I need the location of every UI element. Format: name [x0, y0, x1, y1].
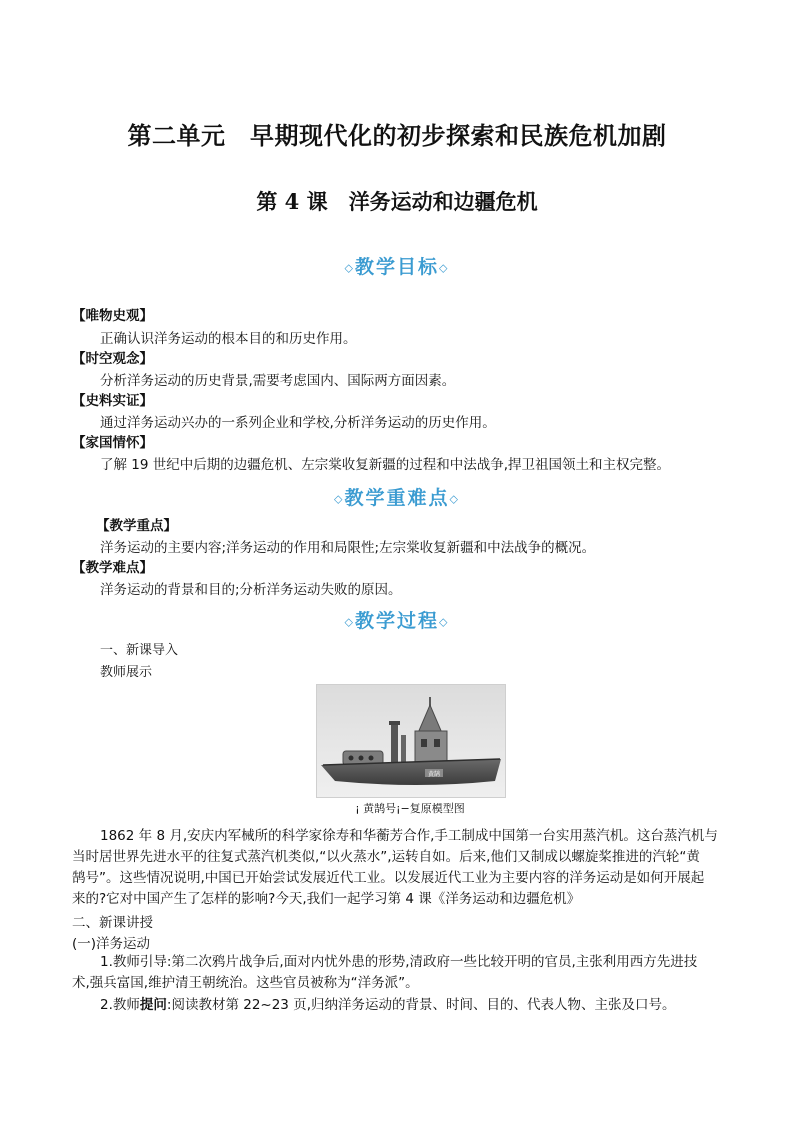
- diamond-icon: ◇: [439, 261, 450, 275]
- intro-line: 1862 年 8 月,安庆内军械所的科学家徐寿和华蘅芳合作,手工制成中国第一台实用蒸汽机。这台蒸汽机与: [100, 828, 718, 844]
- intro-line: 当时居世界先进水平的往复式蒸汽机类似,“以火蒸水”,运转自如。后来,他们又制成以螺旋桨推进的汽轮“黄: [72, 849, 700, 865]
- subsection-heading: (一)洋务运动: [72, 936, 151, 952]
- item-text: :阅读教材第 22~23 页,归纳洋务运动的背景、时间、目的、代表人物、主张及口号。: [166, 997, 676, 1013]
- objective-text: 正确认识洋务运动的根本目的和历史作用。: [100, 331, 357, 347]
- keypoint-tag: 【教学重点】: [96, 518, 177, 534]
- lesson-title: 第 4 课 洋务运动和边疆危机: [256, 189, 538, 214]
- intro-line: 来的?它对中国产生了怎样的影响?今天,我们一起学习第 4 课《洋务运动和边疆危机》: [72, 891, 581, 907]
- intro-paragraph: [72, 826, 732, 910]
- section-heading-objectives: ◇教学目标◇: [344, 256, 450, 278]
- item-prefix: 2.教师: [100, 997, 140, 1013]
- teacher-show-label: 教师展示: [100, 665, 153, 680]
- ship-name-plate: 黄鹄: [427, 771, 441, 778]
- image-caption: ¡ 黄鹄号¡−复原模型图: [355, 802, 465, 815]
- diamond-icon: ◇: [344, 261, 355, 275]
- teaching-item-2: [100, 995, 675, 1016]
- step-heading: 二、新课讲授: [72, 915, 153, 931]
- item-line: 术,强兵富国,维护清王朝统治。这些官员被称为“洋务派”。: [72, 975, 419, 991]
- diamond-icon: ◇: [334, 492, 345, 506]
- objective-tag: 【家国情怀】: [72, 435, 153, 451]
- item-line: 1.教师引导:第二次鸦片战争后,面对内忧外患的形势,清政府一些比较开明的官员,主张利用西方先进技: [100, 954, 698, 970]
- keypoint-tag: 【教学难点】: [72, 560, 153, 576]
- diamond-icon: ◇: [344, 615, 355, 629]
- objective-tag: 【时空观念】: [72, 351, 153, 367]
- steamship-illustration: [317, 685, 505, 797]
- keypoint-text: 洋务运动的背景和目的;分析洋务运动失败的原因。: [100, 582, 402, 598]
- objective-tag: 【唯物史观】: [72, 308, 153, 324]
- item-keyword: 提问: [139, 997, 167, 1013]
- objective-text: 通过洋务运动兴办的一系列企业和学校,分析洋务运动的历史作用。: [100, 415, 496, 431]
- objective-text: 了解 19 世纪中后期的边疆危机、左宗棠收复新疆的过程和中法战争,捍卫祖国领土和主权完整。: [100, 457, 671, 473]
- step-heading: 一、新课导入: [100, 643, 179, 658]
- objective-tag: 【史料实证】: [72, 393, 153, 409]
- section-heading-keypoints: ◇教学重难点◇: [334, 487, 460, 509]
- ship-model-image: [316, 684, 506, 798]
- keypoint-text: 洋务运动的主要内容;洋务运动的作用和局限性;左宗棠收复新疆和中法战争的概况。: [100, 540, 596, 556]
- objective-text: 分析洋务运动的历史背景,需要考虑国内、国际两方面因素。: [100, 373, 456, 389]
- unit-title: 第二单元 早期现代化的初步探索和民族危机加剧: [127, 122, 667, 150]
- teaching-item-1: [72, 952, 732, 994]
- diamond-icon: ◇: [449, 492, 460, 506]
- section-heading-process: ◇教学过程◇: [344, 610, 450, 632]
- diamond-icon: ◇: [439, 615, 450, 629]
- intro-line: 鹄号”。这些情况说明,中国已开始尝试发展近代工业。以发展近代工业为主要内容的洋务运动是如何开展起: [72, 870, 705, 886]
